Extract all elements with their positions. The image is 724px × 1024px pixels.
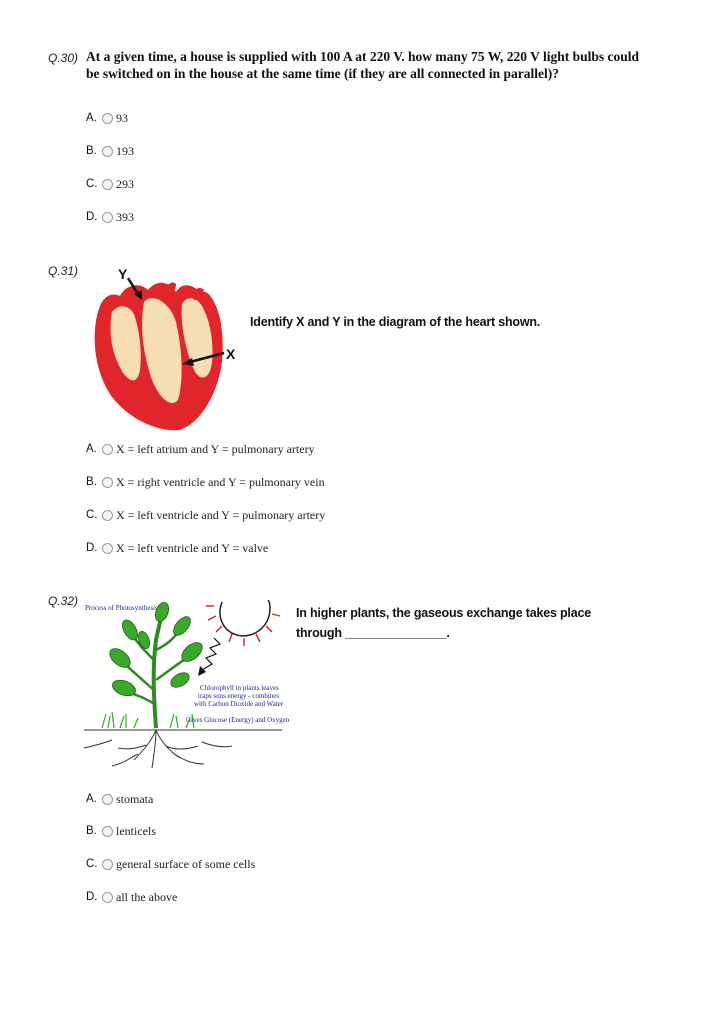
option-text: 293	[116, 176, 134, 191]
option-text: general surface of some cells	[116, 856, 256, 871]
option-letter: B.	[86, 145, 97, 157]
heart-diagram	[82, 262, 252, 436]
question-number: Q.31)	[48, 264, 79, 278]
plant-stem	[154, 614, 162, 728]
radio-button[interactable]	[102, 146, 113, 157]
label-x: X	[226, 346, 236, 362]
radio-button[interactable]	[102, 892, 113, 903]
sun-rays	[206, 606, 280, 646]
option-c[interactable]	[86, 856, 255, 872]
figure-caption: Identify X and Y in the diagram of the heart shown.	[250, 315, 541, 329]
radio-button[interactable]	[102, 859, 113, 870]
light-arrow	[202, 638, 220, 670]
question-text-line: At a given time, a house is supplied with 100 A at 220 V. how many 75 W, 220 V light bulbs could	[86, 49, 640, 64]
option-d[interactable]	[86, 209, 134, 225]
option-b[interactable]	[86, 143, 134, 159]
radio-button[interactable]	[102, 179, 113, 190]
roots	[84, 730, 232, 768]
option-letter: C.	[86, 178, 98, 190]
option-text: X = left ventricle and Y = valve	[116, 540, 269, 555]
option-d[interactable]	[86, 540, 268, 556]
option-letter: A.	[86, 112, 97, 124]
figure-note: Gives Glucose (Energy) and Oxygen	[186, 716, 290, 724]
option-a[interactable]	[86, 110, 128, 126]
caption-line: through _______________.	[296, 626, 450, 640]
option-letter: D.	[86, 891, 98, 903]
option-text: 393	[116, 209, 134, 224]
option-text: 93	[116, 110, 128, 125]
question-text	[86, 48, 706, 82]
option-a[interactable]	[86, 441, 315, 457]
light-arrow-head	[198, 666, 206, 676]
figure-caption	[296, 603, 591, 643]
figure-note: with Carbon Dioxide and Water	[194, 700, 284, 708]
radio-button[interactable]	[102, 543, 113, 554]
option-letter: C.	[86, 509, 98, 521]
radio-button[interactable]	[102, 113, 113, 124]
caption-line: In higher plants, the gaseous exchange takes place	[296, 606, 591, 620]
option-text: X = left ventricle and Y = pulmonary artery	[116, 507, 326, 522]
radio-button[interactable]	[102, 212, 113, 223]
option-letter: D.	[86, 211, 98, 223]
label-y: Y	[118, 266, 128, 282]
photosynthesis-diagram	[82, 600, 292, 770]
figure-note: Chlorophyll in plants leaves	[200, 684, 279, 692]
option-text: lenticels	[116, 823, 156, 838]
option-letter: D.	[86, 542, 98, 554]
option-text: X = left atrium and Y = pulmonary artery	[116, 441, 315, 456]
sun-icon	[220, 600, 270, 636]
option-text: 193	[116, 143, 134, 158]
option-letter: B.	[86, 825, 97, 837]
radio-button[interactable]	[102, 510, 113, 521]
option-a[interactable]	[86, 791, 153, 807]
radio-button[interactable]	[102, 444, 113, 455]
question-number: Q.32)	[48, 594, 79, 608]
option-letter: A.	[86, 443, 97, 455]
figure-note: traps suns energy - combines	[198, 692, 280, 700]
question-text-line: be switched on in the house at the same time (if they are all connected in parallel)?	[86, 66, 559, 81]
option-c[interactable]	[86, 176, 134, 192]
radio-button[interactable]	[102, 826, 113, 837]
radio-button[interactable]	[102, 477, 113, 488]
question-number: Q.30)	[48, 51, 79, 65]
figure-title: Process of Photosynthesis	[85, 604, 158, 612]
option-d[interactable]	[86, 889, 177, 905]
option-letter: C.	[86, 858, 98, 870]
grass	[102, 712, 194, 728]
option-text: all the above	[116, 889, 178, 904]
option-text: stomata	[116, 791, 154, 806]
option-b[interactable]	[86, 823, 156, 839]
option-c[interactable]	[86, 507, 325, 523]
option-letter: B.	[86, 476, 97, 488]
radio-button[interactable]	[102, 794, 113, 805]
option-letter: A.	[86, 793, 97, 805]
option-text: X = right ventricle and Y = pulmonary vein	[116, 474, 325, 489]
option-b[interactable]	[86, 474, 325, 490]
